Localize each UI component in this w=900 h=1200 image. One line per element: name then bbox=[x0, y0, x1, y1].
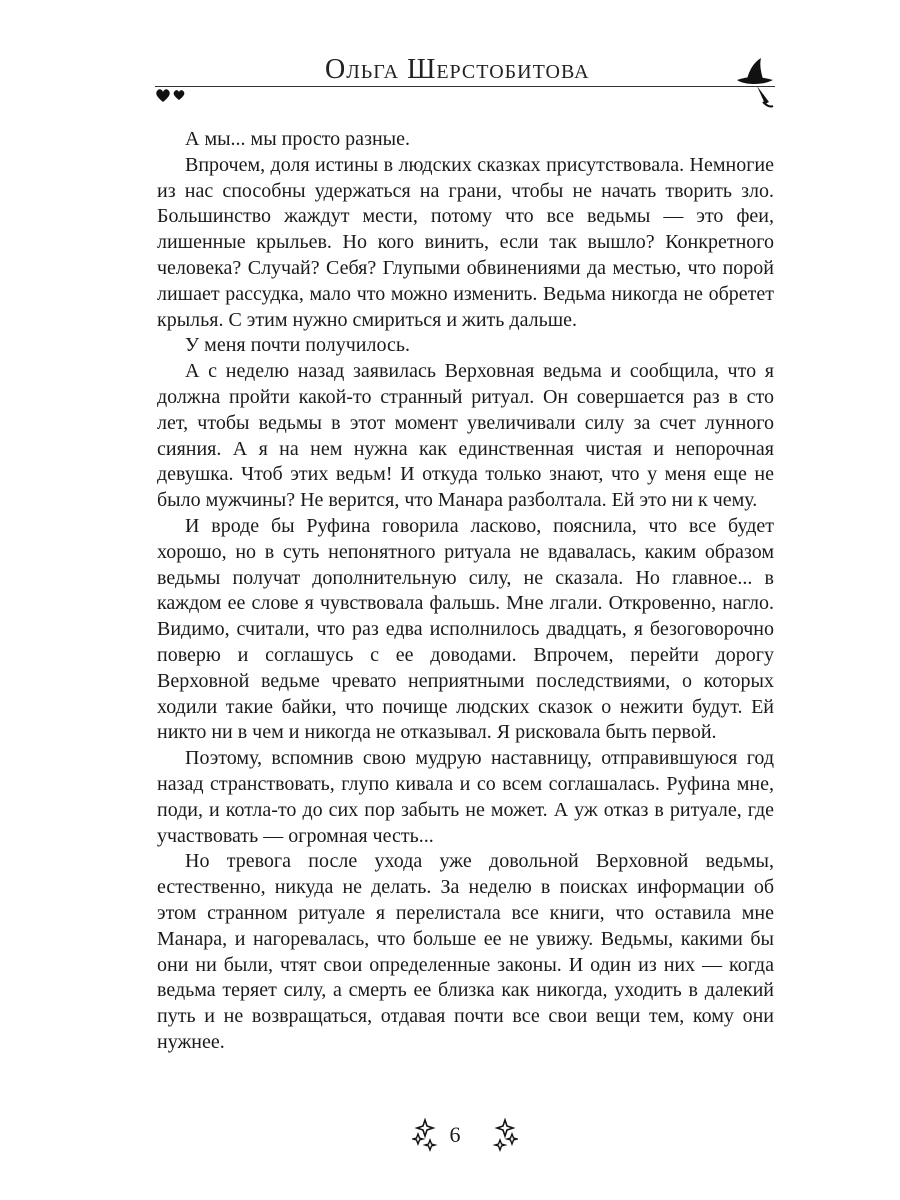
sparkle-stars-icon bbox=[412, 1118, 438, 1154]
paragraph: Но тревога после ухода уже довольной Верховной ведьмы, естественно, никуда не делать. За неделю в поисках информации об этом странном ритуале я перелистала все книги, что оставила мне Манара, и нагоревалась, что больше ее не увижу. Ведьмы, какими бы они ни были, чтят свои определенные законы. И один из них — когда ведьма теряет силу, а смерть ее близка как никогда, уходить в далекий путь и не возвращаться, отдавая почти все свои вещи тем, кому они нужнее. bbox=[157, 850, 774, 1053]
author-name: Ольга Шерстобитова bbox=[325, 54, 590, 85]
header-divider bbox=[155, 86, 775, 87]
paragraph: А с неделю назад заявилась Верховная ведьма и сообщила, что я должна пройти какой-то странный ритуал. Он совершается раз в сто лет, чтобы ведьмы в этот момент увеличивали силу за счет лунного сияния. А я на нем нужна как единственная чистая и непорочная девушка. Чтоб этих ведьм! И откуда только знают, что у меня еще не было мужчины? Не верится, что Манара разболтала. Ей это ни к чему. bbox=[157, 360, 774, 512]
paragraph: Впрочем, доля истины в людских сказках присутствовала. Немногие из нас способны удержаться на грани, чтобы не начать творить зло. Большинство жаждут мести, потому что все ведьмы — это феи, лишенные крыльев. Но кого винить, если так вышло? Конкретного человека? Случай? Себя? Глупыми обвинениями да местью, что порой лишает рассудка, мало что можно изменить. Ведьма никогда не обретет крылья. С этим нужно смириться и жить дальше. bbox=[157, 153, 774, 331]
page-number: 6 bbox=[449, 1122, 461, 1147]
sparkle-stars-icon bbox=[492, 1118, 518, 1154]
witch-hat-icon bbox=[735, 54, 775, 110]
paragraph: У меня почти получилось. bbox=[185, 334, 410, 357]
hearts-icon bbox=[155, 88, 189, 104]
page-footer bbox=[0, 1118, 900, 1158]
paragraph: Поэтому, вспомнив свою мудрую наставницу, отправившуюся год назад странствовать, глупо кивала и со всем соглашалась. Руфина мне, поди, и котла-то до сих пор забыть не может. А уж отказ в ритуале, где участвовать — огромная честь... bbox=[157, 747, 774, 847]
paragraph: А мы... мы просто разные. bbox=[185, 128, 410, 150]
running-header bbox=[155, 48, 775, 108]
page-body bbox=[157, 127, 774, 1056]
paragraph: И вроде бы Руфина говорила ласково, пояснила, что все будет хорошо, но в суть непонятного ритуала не вдавалась, каким образом ведьмы получат дополнительную силу, не сказала. Но главное... в каждом ее слове я чувствовала фальшь. Мне лгали. Откровенно, нагло. Видимо, считали, что раз едва исполнилось двадцать, я безоговорочно поверю и соглашусь с ее доводами. Впрочем, перейти дорогу Верховной ведьме чревато неприятными последствиями, о которых ходили такие байки, что почище людских сказок о нежити будут. Ей никто ни в чем и никогда не отказывал. Я рисковала быть первой. bbox=[157, 514, 774, 744]
